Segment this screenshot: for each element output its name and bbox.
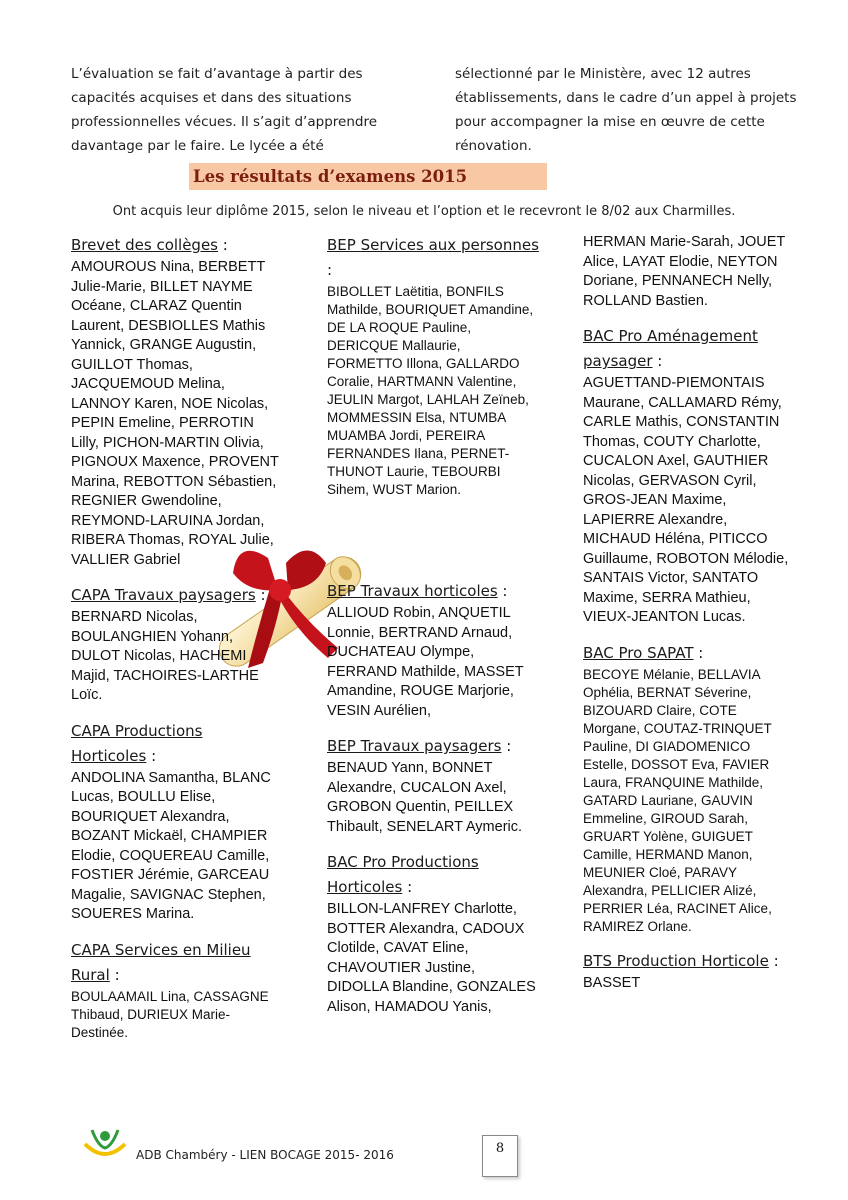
column-1 [71, 233, 281, 1055]
section-capa-productions-horticoles: CAPA Productions Horticoles : ANDOLINA Samantha, BLANC Lucas, BOULLU Elise, BOURIQUET Alexandra, BOZANT Mickaël, CHAMPIER Elodie, COQUEREAU Camille, FOSTIER Jérémie, GARCEAU Magalie, SAVIGNAC Stephen, SOUERES Marina. [71, 719, 281, 925]
names-list: ALLIOUD Robin, ANQUETIL Lonnie, BERTRAND Arnaud, DUCHATEAU Olympe, FERRAND Mathilde, MASSET Amandine, ROUGE Marjorie, VESIN Aurélien, [327, 605, 524, 719]
intro-paragraph-left: L’évaluation se fait d’avantage à partir des capacités acquises et dans des situations professionnelles vécues. Il s’agit d’apprendre davantage par le faire. Le lycée a été [71, 66, 378, 154]
school-logo-icon [80, 1122, 130, 1162]
section-heading: BTS Production Horticole [583, 951, 769, 970]
names-list: ANDOLINA Samantha, BLANC Lucas, BOULLU Elise, BOURIQUET Alexandra, BOZANT Mickaël, CHAMPIER Elodie, COQUEREAU Camille, FOSTIER Jérémie, GARCEAU Magalie, SAVIGNAC Stephen, SOUERES Marina. [71, 769, 271, 922]
names-list: HERMAN Marie-Sarah, JOUET Alice, LAYAT Elodie, NEYTON Doriane, PENNANECH Nelly, ROLLAND Bastien. [583, 234, 785, 309]
section-capa-services-milieu-rural: CAPA Services en Milieu Rural : BOULAAMAIL Lina, CASSAGNE Thibaud, DURIEUX Marie-Destinée. [71, 938, 281, 1042]
names-list: AGUETTAND-PIEMONTAIS Maurane, CALLAMARD Rémy, CARLE Mathis, CONSTANTIN Thomas, COUTY Charlotte, CUCALON Axel, GAUTHIER Nicolas, GERVASON Cyril, GROS-JEAN Maxime, LAPIERRE Alexandre, MICHAUD Héléna, PITICCO Guillaume, ROBOTON Mélodie, SANTAIS Victor, SANTATO Maxime, SERRA Mathieu, VIEUX-JEANTON Lucas. [583, 375, 789, 625]
section-bac-pro-amenagement-paysager: BAC Pro Aménagement paysager : AGUETTAND-PIEMONTAIS Maurane, CALLAMARD Rémy, CARLE Mathis, CONSTANTIN Thomas, COUTY Charlotte, CUCALON Axel, GAUTHIER Nicolas, GERVASON Cyril, GROS-JEAN Maxime, LAPIERRE Alexandre, MICHAUD Héléna, PITICCO Guillaume, ROBOTON Mélodie, SANTAIS Victor, SANTATO Maxime, SERRA Mathieu, VIEUX-JEANTON Lucas. [583, 324, 793, 628]
section-heading: BEP Services aux personnes [327, 236, 539, 254]
names-list: BECOYE Mélanie, BELLAVIA Ophélia, BERNAT Séverine, BIZOUARD Claire, COTE Morgane, COUTAZ-TRINQUET Pauline, DI GIADOMENICO Estelle, DOSSOT Eva, FAVIER Laura, FRANQUINE Mathilde, GATARD Lauriane, GAUVIN Emmeline, GIROUD Sarah, GRUART Yolène, GUIGUET Camille, HERMAND Manon, MEUNIER Cloé, PARAVY Alexandra, PELLICIER Alizé, PERRIER Léa, RACINET Alice, RAMIREZ Orlane. [583, 666, 772, 934]
section-bep-travaux-paysagers: BEP Travaux paysagers : BENAUD Yann, BONNET Alexandre, CUCALON Axel, GROBON Quentin, PEILLEX Thibault, SENELART Aymeric. [327, 734, 539, 837]
footer-text: ADB Chambéry - LIEN BOCAGE 2015- 2016 [136, 1148, 394, 1162]
section-heading: BAC Pro Productions Horticoles [327, 853, 479, 896]
names-list: BENAUD Yann, BONNET Alexandre, CUCALON Axel, GROBON Quentin, PEILLEX Thibault, SENELART Aymeric. [327, 760, 523, 835]
section-heading: BAC Pro SAPAT [583, 643, 694, 662]
section-capa-travaux-paysagers: CAPA Travaux paysagers : BERNARD Nicolas, BOULANGHIEN Yohann, DULOT Nicolas, HACHEMI Majid, TACHOIRES-LARTHE Loïc. [71, 583, 281, 706]
names-list: BOULAAMAIL Lina, CASSAGNE Thibaud, DURIEUX Marie-Destinée. [71, 988, 269, 1040]
column-3 [583, 233, 793, 1006]
section-heading: BAC Pro Aménagement paysager [583, 327, 758, 370]
section-heading: CAPA Travaux paysagers [71, 586, 256, 604]
names-list: BERNARD Nicolas, BOULANGHIEN Yohann, DULOT Nicolas, HACHEMI Majid, TACHOIRES-LARTHE Loïc. [71, 609, 259, 703]
column-2 [327, 233, 539, 1030]
subtitle: Ont acquis leur diplôme 2015, selon le niveau et l’option et le recevront le 8/02 aux Charmilles. [112, 204, 736, 219]
section-bac-pro-productions-horticoles: BAC Pro Productions Horticoles : BILLON-LANFREY Charlotte, BOTTER Alexandra, CADOUX Clotilde, CAVAT Eline, CHAVOUTIER Justine, DIDOLLA Blandine, GONZALES Alison, HAMADOU Yanis, [327, 850, 539, 1017]
page-number: 8 [482, 1135, 518, 1177]
section-heading: BEP Travaux paysagers [327, 737, 502, 755]
section-banner-title: Les résultats d’examens 2015 [189, 163, 547, 190]
section-heading: Brevet des collèges [71, 236, 218, 254]
names-list: BASSET [583, 974, 641, 991]
names-list: BIBOLLET Laëtitia, BONFILS Mathilde, BOURIQUET Amandine, DE LA ROQUE Pauline, DERICQUE Mallaurie, FORMETTO Illona, GALLARDO Coralie, HARTMANN Valentine, JEULIN Margot, LAHLAH Zeïneb, MOMMESSIN Elsa, NTUMBA MUAMBA Jordi, PEREIRA FERNANDES Ilana, PERNET-THUNOT Laurie, TEBOURBI Sihem, WUST Marion. [327, 284, 534, 497]
section-bac-pro-sapat: BAC Pro SAPAT : BECOYE Mélanie, BELLAVIA Ophélia, BERNAT Séverine, BIZOUARD Claire, COTE Morgane, COUTAZ-TRINQUET Pauline, DI GIADOMENICO Estelle, DOSSOT Eva, FAVIER Laura, FRANQUINE Mathilde, GATARD Lauriane, GAUVIN Emmeline, GIROUD Sarah, GRUART Yolène, GUIGUET Camille, HERMAND Manon, MEUNIER Cloé, PARAVY Alexandra, PELLICIER Alizé, PERRIER Léa, RACINET Alice, RAMIREZ Orlane. [583, 641, 793, 936]
intro-paragraph-right: sélectionné par le Ministère, avec 12 autres établissements, dans le cadre d’un appel à projets pour accompagner la mise en œuvre de cette rénovation. [455, 66, 797, 154]
section-heading: CAPA Productions Horticoles [71, 721, 203, 765]
names-list: AMOUROUS Nina, BERBETT Julie-Marie, BILLET NAYME Océane, CLARAZ Quentin Laurent, DESBIOLLES Mathis Yannick, GRANGE Augustin, GUILLOT Thomas, JACQUEMOUD Melina, LANNOY Karen, NOE Nicolas, PEPIN Emeline, PERROTIN Lilly, PICHON-MARTIN Olivia, PIGNOUX Maxence, PROVENT Marina, REBOTTON Sébastien, REGNIER Gwendoline, REYMOND-LARUINA Jordan, RIBERA Thomas, ROYAL Julie, VALLIER Gabriel [71, 259, 279, 568]
section-heading: BEP Travaux horticoles [327, 582, 498, 600]
section-brevet: Brevet des collèges : AMOUROUS Nina, BERBETT Julie-Marie, BILLET NAYME Océane, CLARAZ Quentin Laurent, DESBIOLLES Mathis Yannick, GRANGE Augustin, GUILLOT Thomas, JACQUEMOUD Melina, LANNOY Karen, NOE Nicolas, PEPIN Emeline, PERROTIN Lilly, PICHON-MARTIN Olivia, PIGNOUX Maxence, PROVENT Marina, REBOTTON Sébastien, REGNIER Gwendoline, REYMOND-LARUINA Jordan, RIBERA Thomas, ROYAL Julie, VALLIER Gabriel [71, 233, 281, 570]
section-continuation [583, 233, 793, 311]
names-list: BILLON-LANFREY Charlotte, BOTTER Alexandra, CADOUX Clotilde, CAVAT Eline, CHAVOUTIER Justine, DIDOLLA Blandine, GONZALES Alison, HAMADOU Yanis, [327, 901, 536, 1015]
section-bep-travaux-horticoles: BEP Travaux horticoles : ALLIOUD Robin, ANQUETIL Lonnie, BERTRAND Arnaud, DUCHATEAU Olympe, FERRAND Mathilde, MASSET Amandine, ROUGE Marjorie, VESIN Aurélien, [327, 579, 539, 721]
section-heading: CAPA Services en Milieu Rural [71, 940, 251, 984]
section-bts-production-horticole: BTS Production Horticole : BASSET [583, 949, 793, 994]
section-bep-services-personnes: BEP Services aux personnes : BIBOLLET Laëtitia, BONFILS Mathilde, BOURIQUET Amandine, DE LA ROQUE Pauline, DERICQUE Mallaurie, FORMETTO Illona, GALLARDO Coralie, HARTMANN Valentine, JEULIN Margot, LAHLAH Zeïneb, MOMMESSIN Elsa, NTUMBA MUAMBA Jordi, PEREIRA FERNANDES Ilana, PERNET-THUNOT Laurie, TEBOURBI Sihem, WUST Marion. [327, 236, 539, 497]
